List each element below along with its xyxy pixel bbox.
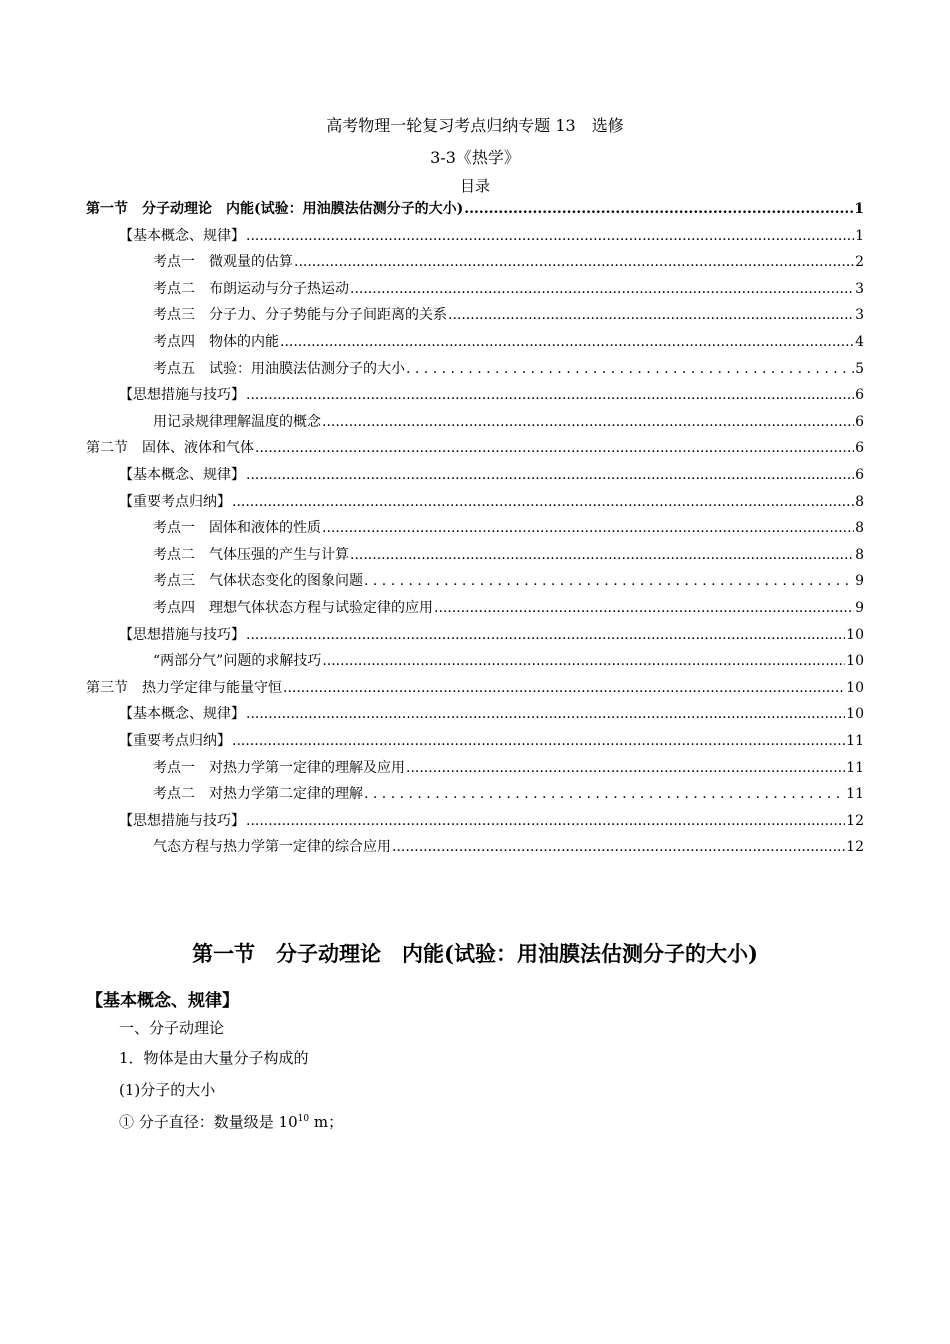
toc-leader-dots	[246, 810, 845, 832]
toc-entry-label: 考点三 分子力、分子势能与分子间距离的关系	[153, 307, 447, 324]
diameter-text: ① 分子直径：数量级是 10	[119, 1113, 298, 1131]
toc-leader-dots	[448, 304, 854, 326]
toc-entry[interactable]	[153, 783, 864, 805]
toc-entry[interactable]	[153, 517, 864, 539]
toc-entry-label: 考点三 气体状态变化的图象问题	[153, 573, 363, 590]
toc-entry-page: 6	[855, 387, 864, 404]
toc-entry-page: 10	[846, 653, 864, 670]
document-subtitle: 3-3《热学》	[430, 148, 520, 167]
toc-leader-dots	[392, 836, 845, 858]
toc-entry-page: 6	[855, 440, 864, 457]
toc-leader-dots	[246, 464, 854, 486]
toc-leader-dots	[406, 358, 854, 380]
toc-entry[interactable]	[153, 544, 864, 566]
toc-entry-label: 【思想措施与技巧】	[119, 387, 245, 404]
toc-entry-label: 用记录规律理解温度的概念	[153, 413, 321, 430]
toc-entry[interactable]	[119, 384, 864, 406]
toc-entry-page: 8	[855, 546, 864, 563]
toc-entry[interactable]	[86, 198, 864, 220]
toc-leader-dots	[246, 703, 845, 725]
toc-leader-dots	[406, 757, 845, 779]
toc-entry[interactable]	[153, 278, 864, 300]
toc-leader-dots	[294, 251, 854, 273]
toc-leader-dots	[322, 650, 845, 672]
toc-entry[interactable]	[153, 304, 864, 326]
toc-leader-dots	[350, 278, 854, 300]
toc-entry[interactable]	[153, 650, 864, 672]
toc-entry-page: 12	[846, 812, 864, 829]
toc-heading: 目录	[459, 177, 490, 195]
toc-entry-page: 12	[846, 839, 864, 856]
toc-leader-dots	[434, 597, 854, 619]
toc-entry[interactable]	[153, 358, 864, 380]
diameter-unit: m；	[309, 1113, 344, 1131]
toc-entry[interactable]	[119, 464, 864, 486]
toc-entry[interactable]	[119, 703, 864, 725]
toc-entry[interactable]	[119, 491, 864, 513]
section-title: 第一节 分子动理论 内能(试验：用油膜法估测分子的大小)	[192, 941, 758, 966]
toc-entry[interactable]	[86, 437, 864, 459]
toc-entry[interactable]	[119, 624, 864, 646]
toc-entry[interactable]	[153, 836, 864, 858]
toc-entry[interactable]	[119, 225, 864, 247]
toc-entry-label: 考点二 布朗运动与分子热运动	[153, 280, 349, 297]
toc-entry-label: 气态方程与热力学第一定律的综合应用	[153, 839, 391, 856]
toc-entry-page: 10	[846, 706, 864, 723]
toc-entry-page: 4	[855, 334, 864, 350]
toc-entry-label: 考点一 固体和液体的性质	[153, 520, 321, 537]
toc-leader-dots	[280, 331, 854, 353]
toc-leader-dots	[246, 384, 854, 406]
toc-entry-label: 考点一 微观量的估算	[153, 254, 293, 271]
toc-entry-page: 3	[855, 307, 864, 324]
toc-entry-label: 【基本概念、规律】	[119, 227, 245, 244]
toc-entry-label: 【思想措施与技巧】	[119, 812, 245, 829]
toc-entry-label: 考点二 气体压强的产生与计算	[153, 546, 349, 563]
toc-leader-dots	[464, 198, 853, 220]
toc-leader-dots	[322, 411, 854, 433]
toc-leader-dots	[322, 517, 854, 539]
toc-entry[interactable]	[153, 411, 864, 433]
toc-entry-label: 第三节 热力学定律与能量守恒	[86, 679, 282, 696]
toc-entry[interactable]	[153, 757, 864, 779]
paragraph-molecule-size: (1)分子的大小	[119, 1081, 216, 1099]
toc-entry-label: 第一节 分子动理论 内能(试验：用油膜法估测分子的大小)	[86, 201, 464, 217]
toc-leader-dots	[364, 783, 845, 805]
toc-entry-page: 10	[846, 626, 864, 643]
toc-entry-label: “两部分气”问题的求解技巧	[153, 653, 322, 670]
toc-entry-label: 【思想措施与技巧】	[119, 626, 245, 643]
toc-entry[interactable]	[153, 251, 864, 273]
toc-leader-dots	[350, 544, 854, 566]
toc-entry-label: 考点四 理想气体状态方程与试验定律的应用	[153, 600, 433, 616]
toc-leader-dots	[283, 677, 845, 699]
paragraph-matter-composition: 1．物体是由大量分子构成的	[119, 1049, 309, 1067]
toc-entry-label: 考点四 物体的内能	[153, 334, 279, 350]
toc-entry-page: 3	[855, 280, 864, 297]
toc-leader-dots	[246, 624, 845, 646]
toc-entry-page: 11	[846, 759, 864, 776]
toc-leader-dots	[232, 491, 854, 513]
toc-entry-label: 【基本概念、规律】	[119, 706, 245, 723]
toc-leader-dots	[246, 225, 854, 247]
toc-entry-page: 1	[855, 227, 864, 244]
toc-entry[interactable]	[86, 677, 864, 699]
document-title: 高考物理一轮复习考点归纳专题 13 选修	[326, 116, 624, 135]
toc-entry-label: 考点一 对热力学第一定律的理解及应用	[153, 759, 405, 776]
toc-entry[interactable]	[119, 730, 864, 752]
toc-entry-page: 6	[855, 413, 864, 430]
toc-entry[interactable]	[153, 597, 864, 619]
toc-leader-dots	[364, 570, 854, 592]
toc-leader-dots	[232, 730, 845, 752]
toc-entry-label: 考点二 对热力学第二定律的理解	[153, 786, 363, 803]
toc-entry-page: 11	[846, 733, 864, 749]
toc-entry-page: 9	[855, 573, 864, 590]
toc-entry[interactable]	[153, 570, 864, 592]
toc-entry-page: 8	[855, 493, 864, 510]
toc-entry-page: 5	[855, 360, 864, 377]
toc-entry-label: 【基本概念、规律】	[119, 467, 245, 483]
toc-entry[interactable]	[119, 810, 864, 832]
toc-entry-label: 【重要考点归纳】	[119, 733, 231, 749]
toc-entry-page: 9	[855, 600, 864, 616]
toc-leader-dots	[255, 437, 854, 459]
paragraph-molecular-theory: 一、分子动理论	[119, 1019, 225, 1037]
toc-entry-page: 8	[855, 520, 864, 537]
toc-entry-page: 6	[855, 467, 864, 483]
paragraph-molecule-diameter	[119, 1111, 343, 1132]
toc-entry-page: 11	[846, 786, 864, 803]
toc-entry-label: 第二节 固体、液体和气体	[86, 440, 254, 457]
diameter-exponent: 10	[297, 1114, 310, 1124]
toc-entry[interactable]	[153, 331, 864, 353]
section-heading: 【基本概念、规律】	[86, 991, 239, 1011]
toc-entry-page: 1	[854, 201, 864, 217]
toc-entry-label: 【重要考点归纳】	[119, 493, 231, 510]
toc-entry-page: 2	[855, 254, 864, 271]
toc-entry-page: 10	[846, 679, 864, 696]
toc-entry-label: 考点五 试验：用油膜法估测分子的大小	[153, 360, 405, 377]
